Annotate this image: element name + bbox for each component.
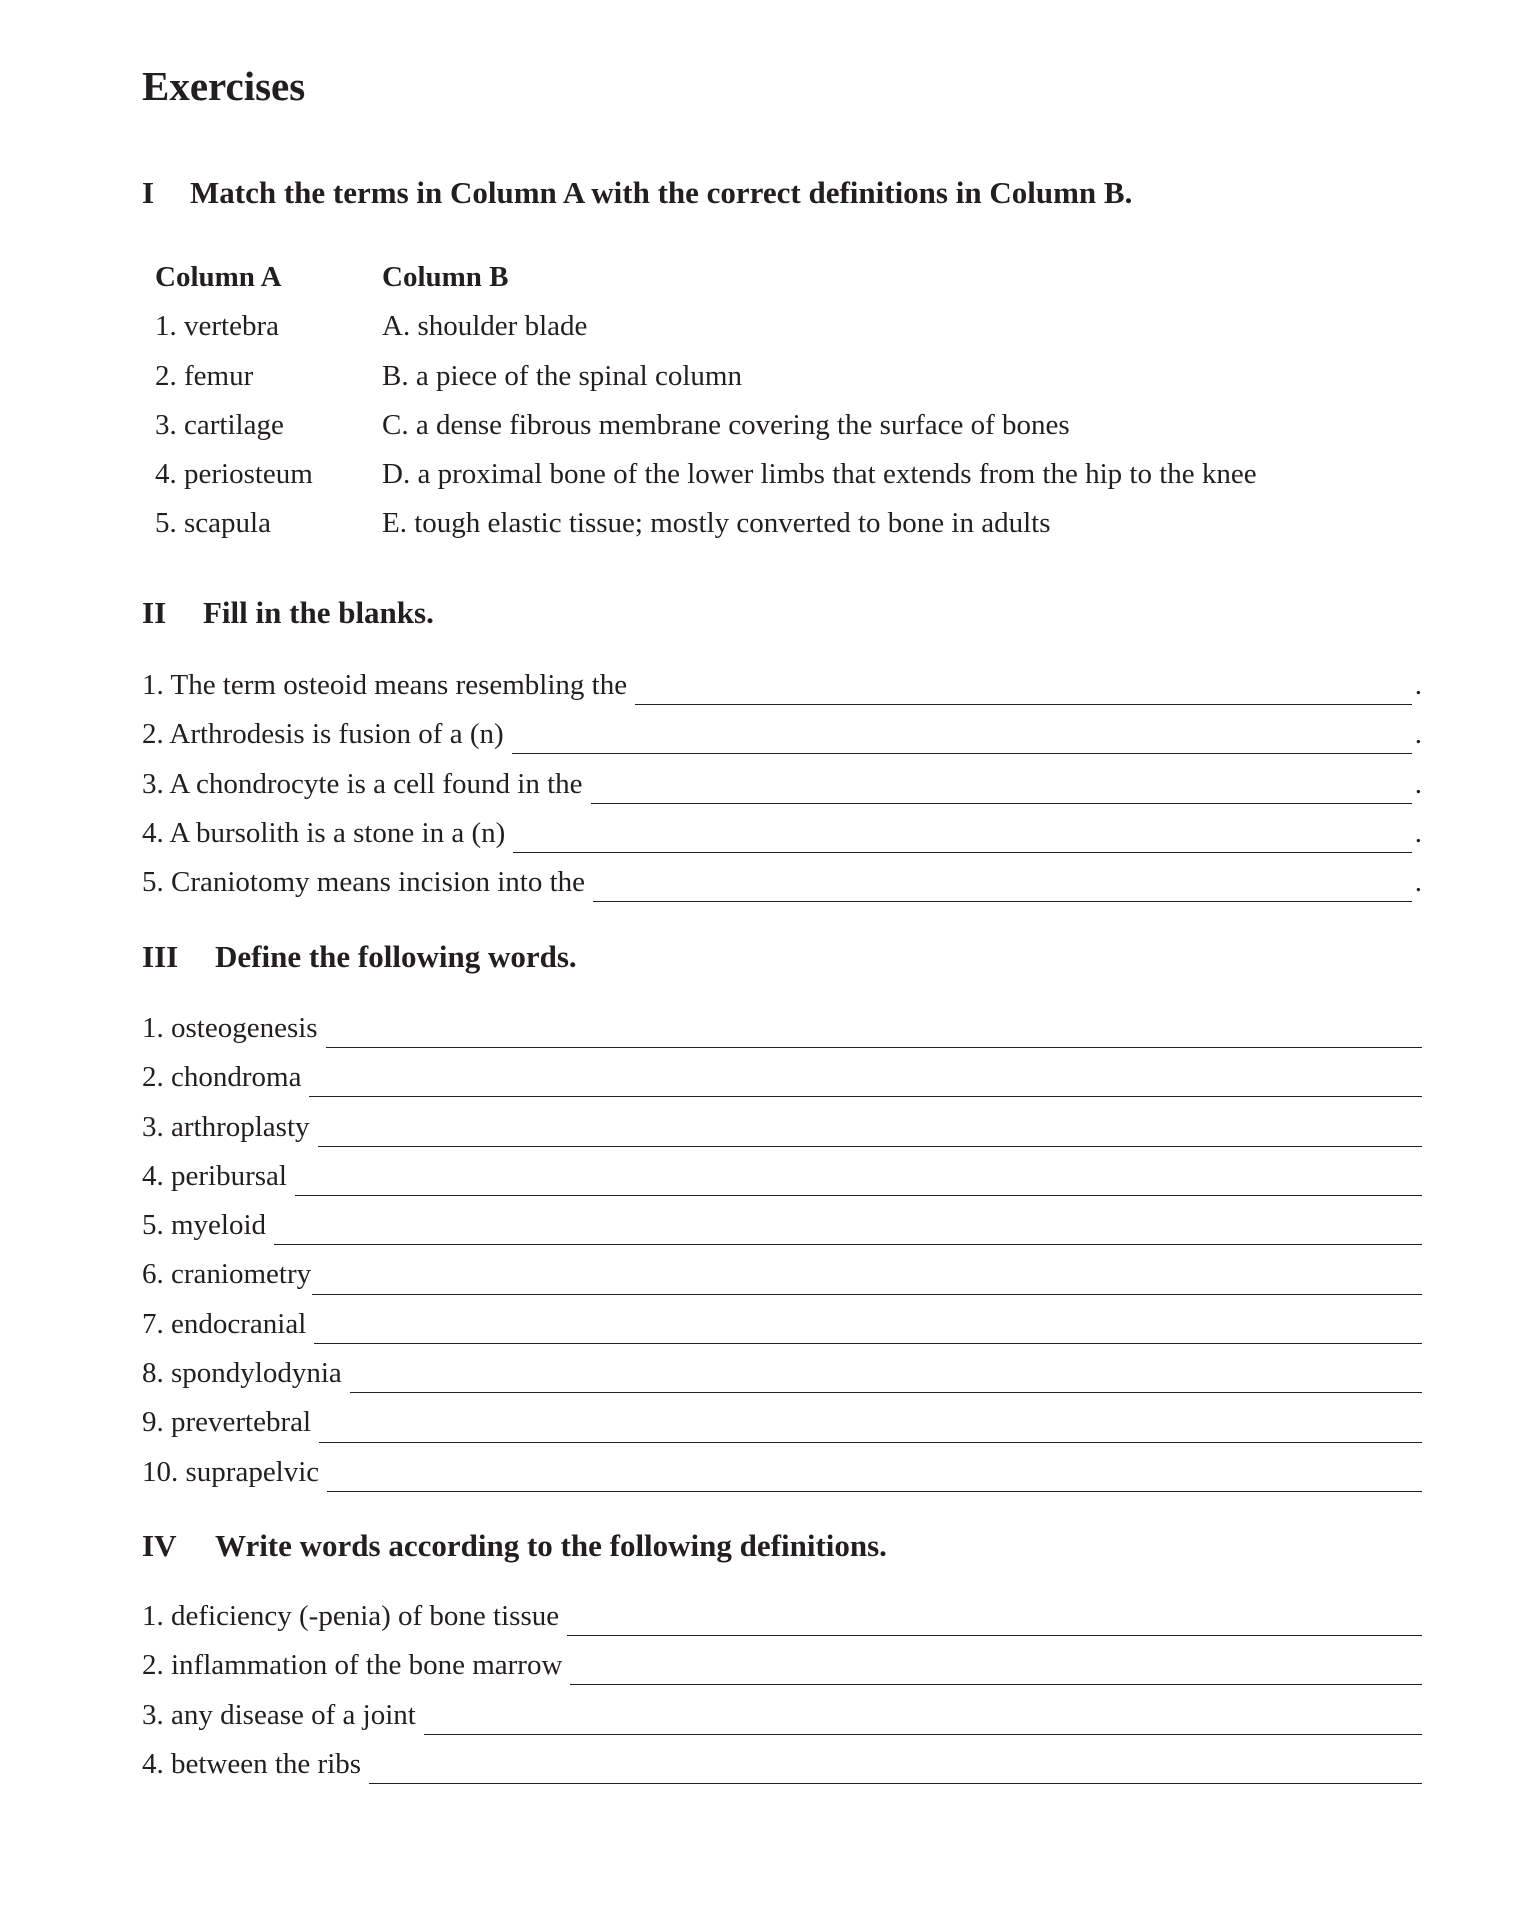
answer-blank[interactable] xyxy=(424,1720,1422,1735)
fill-in-list xyxy=(142,661,1422,907)
matching-row xyxy=(155,499,1257,548)
section-3-instruction: Define the following words. xyxy=(215,939,577,974)
definition-term: 6. craniometry xyxy=(142,1258,312,1291)
section-1-heading xyxy=(142,174,1132,212)
definition-item xyxy=(142,1103,1422,1152)
definition-item xyxy=(142,1448,1422,1497)
section-3-heading xyxy=(142,938,577,976)
definition-term: 4. peribursal xyxy=(142,1159,287,1192)
word-building-item xyxy=(142,1740,1422,1789)
answer-blank[interactable] xyxy=(326,1033,1422,1048)
section-2-heading xyxy=(142,594,434,632)
answer-blank[interactable] xyxy=(350,1378,1422,1393)
fill-in-item xyxy=(142,710,1422,759)
word-building-item xyxy=(142,1691,1422,1740)
answer-blank[interactable] xyxy=(327,1477,1422,1492)
period-mark: . xyxy=(1414,669,1422,701)
definition-term: 7. endocranial xyxy=(142,1307,307,1340)
definition-item xyxy=(142,1349,1422,1398)
matching-table xyxy=(155,253,1257,549)
answer-blank[interactable] xyxy=(314,1329,1422,1344)
column-b-definition: E. tough elastic tissue; mostly converted to bone in adults xyxy=(382,507,1051,540)
fill-in-prompt: 2. Arthrodesis is fusion of a (n) xyxy=(142,718,504,751)
section-2-number: II xyxy=(142,595,167,630)
definition-item xyxy=(142,1004,1422,1053)
column-b-definition: D. a proximal bone of the lower limbs that extends from the hip to the knee xyxy=(382,458,1257,491)
definition-term: 9. prevertebral xyxy=(142,1406,312,1439)
definition-term: 2. chondroma xyxy=(142,1061,302,1094)
period-mark: . xyxy=(1414,866,1422,899)
definition-item xyxy=(142,1398,1422,1447)
answer-blank[interactable] xyxy=(319,1428,1422,1443)
period-mark: . xyxy=(1414,718,1422,751)
answer-blank[interactable] xyxy=(318,1132,1422,1147)
column-a-term: 2. femur xyxy=(155,359,254,392)
period-mark: . xyxy=(1414,767,1422,800)
answer-blank[interactable] xyxy=(309,1082,1422,1097)
definition-term: 5. myeloid xyxy=(142,1209,267,1242)
section-4-instruction: Write words according to the following definitions. xyxy=(215,1528,887,1563)
definition-list xyxy=(142,1004,1422,1497)
column-a-term: 5. scapula xyxy=(155,507,271,540)
answer-blank[interactable] xyxy=(635,690,1412,705)
definition-item xyxy=(142,1053,1422,1102)
word-building-item xyxy=(142,1592,1422,1641)
answer-blank[interactable] xyxy=(513,838,1412,853)
section-2-instruction: Fill in the blanks. xyxy=(203,595,434,630)
answer-blank[interactable] xyxy=(295,1181,1422,1196)
word-building-list xyxy=(142,1592,1422,1789)
section-4-number: IV xyxy=(142,1528,177,1563)
answer-blank[interactable] xyxy=(567,1621,1422,1636)
column-b-header: Column B xyxy=(382,261,509,293)
section-1-number: I xyxy=(142,175,155,210)
word-building-item xyxy=(142,1641,1422,1690)
matching-row xyxy=(155,450,1257,499)
answer-blank[interactable] xyxy=(369,1769,1422,1784)
fill-in-prompt: 4. A bursolith is a stone in a (n) xyxy=(142,816,506,849)
column-b-definition: B. a piece of the spinal column xyxy=(382,359,742,392)
definition-term: 10. suprapelvic xyxy=(142,1455,320,1488)
answer-blank[interactable] xyxy=(274,1230,1422,1245)
answer-blank[interactable] xyxy=(312,1280,1422,1295)
period-mark: . xyxy=(1414,816,1422,849)
definition-prompt: 3. any disease of a joint xyxy=(142,1698,416,1731)
column-b-definition: A. shoulder blade xyxy=(382,310,588,343)
section-3-number: III xyxy=(142,939,179,974)
definition-item xyxy=(142,1201,1422,1250)
page-title: Exercises xyxy=(142,63,306,109)
answer-blank[interactable] xyxy=(593,887,1412,902)
matching-row xyxy=(155,302,1257,351)
section-1-instruction: Match the terms in Column A with the correct definitions in Column B. xyxy=(190,175,1133,210)
answer-blank[interactable] xyxy=(512,739,1412,754)
definition-item xyxy=(142,1300,1422,1349)
answer-blank[interactable] xyxy=(570,1670,1422,1685)
definition-item xyxy=(142,1152,1422,1201)
definition-term: 1. osteogenesis xyxy=(142,1012,318,1044)
definition-term: 8. spondylodynia xyxy=(142,1357,342,1390)
column-a-term: 4. periosteum xyxy=(155,458,313,491)
definition-item xyxy=(142,1250,1422,1299)
definition-prompt: 1. deficiency (-penia) of bone tissue xyxy=(142,1600,560,1632)
definition-prompt: 2. inflammation of the bone marrow xyxy=(142,1649,563,1682)
fill-in-item xyxy=(142,858,1422,907)
section-4-heading xyxy=(142,1527,887,1565)
column-a-header: Column A xyxy=(155,261,282,293)
fill-in-prompt: 3. A chondrocyte is a cell found in the xyxy=(142,767,583,800)
column-a-term: 1. vertebra xyxy=(155,310,279,343)
matching-table-header xyxy=(155,253,1257,302)
definition-prompt: 4. between the ribs xyxy=(142,1747,362,1780)
fill-in-item xyxy=(142,760,1422,809)
matching-row xyxy=(155,401,1257,450)
definition-term: 3. arthroplasty xyxy=(142,1110,310,1143)
fill-in-item xyxy=(142,661,1422,710)
matching-row xyxy=(155,352,1257,401)
fill-in-prompt: 5. Craniotomy means incision into the xyxy=(142,866,586,899)
column-a-term: 3. cartilage xyxy=(155,408,284,441)
column-b-definition: C. a dense fibrous membrane covering the surface of bones xyxy=(382,408,1070,441)
fill-in-item xyxy=(142,809,1422,858)
fill-in-prompt: 1. The term osteoid means resembling the xyxy=(142,669,628,701)
answer-blank[interactable] xyxy=(591,789,1412,804)
